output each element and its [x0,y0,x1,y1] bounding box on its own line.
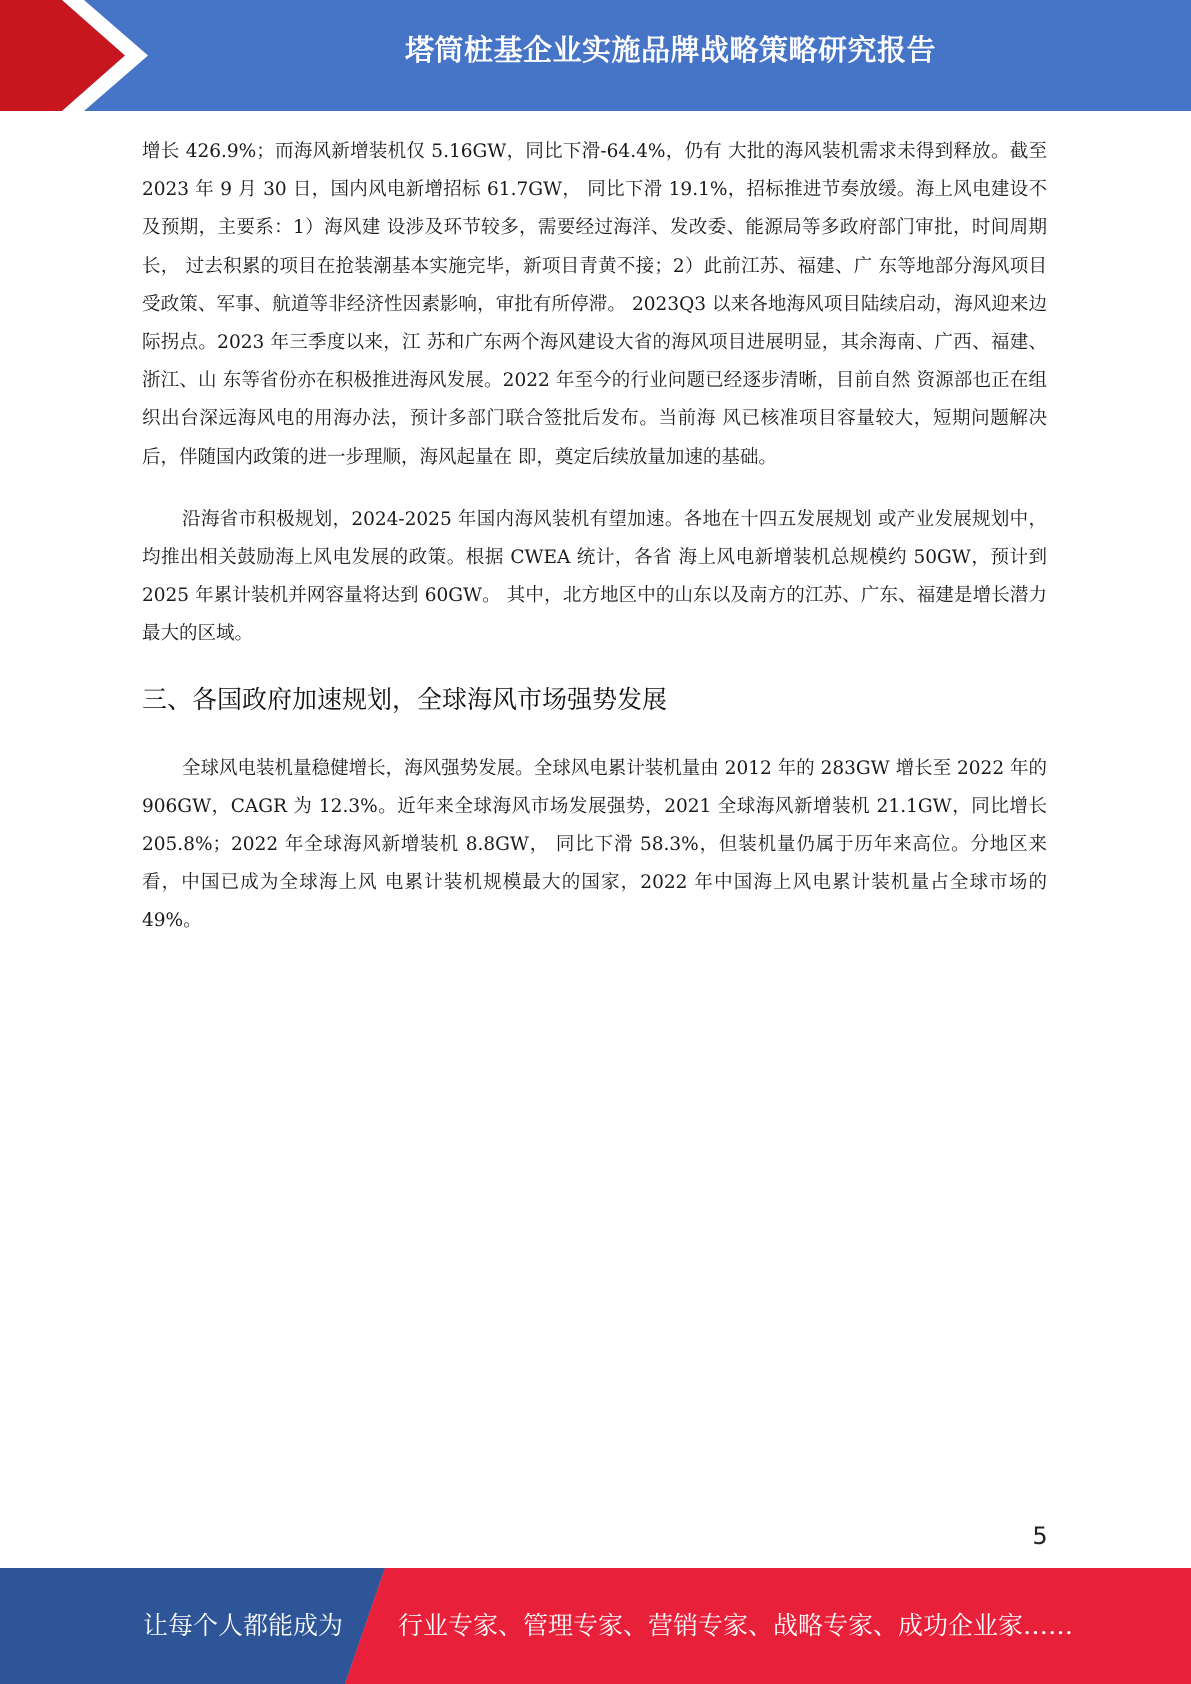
page-header [0,0,1191,111]
paragraph-offshore-wind-status: 增长 426.9%；而海风新增装机仅 5.16GW，同比下滑-64.4%，仍有 大批的海风装机需求未得到释放。截至 2023 年 9 月 30 日，国内风电新增招标 61.7GW， 同比下滑 19.1%，招标推进节奏放缓。海上风电建设不及预期，主要系：1）海风建 设涉及环节较多，需要经过海洋、发改委、能源局等多政府部门审批，时间周期长， 过去积累的项目在抢装潮基本实施完毕，新项目青黄不接；2）此前江苏、福建、广 东等地部分海风项目受政策、军事、航道等非经济性因素影响，审批有所停滞。 2023Q3 以来各地海风项目陆续启动，海风迎来边际拐点。2023 年三季度以来，江 苏和广东两个海风建设大省的海风项目进展明显，其余海南、广西、福建、浙江、山 东等省份亦在积极推进海风发展。2022 年至今的行业问题已经逐步清晰，目前自然 资源部也正在组织出台深远海风电的用海办法，预计多部门联合签批后发布。当前海 风已核准项目容量较大，短期问题解决后，伴随国内政策的进一步理顺，海风起量在 即，奠定后续放量加速的基础。 [142,141,1047,468]
footer-slogan-left: 让每个人都能成为 [143,1611,344,1640]
section-heading: 三、各国政府加速规划，全球海风市场强势发展 [142,684,668,714]
document-body [142,133,1047,941]
paragraph-global-wind-growth: 全球风电装机量稳健增长，海风强势发展。全球风电累计装机量由 2012 年的 283GW 增长至 2022 年的 906GW，CAGR 为 12.3%。近年来全球海风市场发展强势，2021 全球海风新增装机 21.1GW，同比增长 205.8%；2022 年全球海风新增装机 8.8GW， 同比下滑 58.3%，但装机量仍属于历年来高位。分地区来看，中国已成为全球海上风 电累计装机规模最大的国家，2022 年中国海上风电累计装机量占全球市场的 49%。 [142,757,1047,932]
page-footer [0,1568,1191,1684]
report-title: 塔筒桩基企业实施品牌战略策略研究报告 [404,33,936,67]
page-number: 5 [1032,1522,1048,1550]
footer-slogan-right: 行业专家、管理专家、营销专家、战略专家、成功企业家…… [398,1611,1074,1640]
paragraph-coastal-planning: 沿海省市积极规划，2024-2025 年国内海风装机有望加速。各地在十四五发展规划 或产业发展规划中，均推出相关鼓励海上风电发展的政策。根据 CWEA 统计，各省 海上风电新增装机总规模约 50GW，预计到 2025 年累计装机并网容量将达到 60GW。 其中，北方地区中的山东以及南方的江苏、广东、福建是增长潜力最大的区域。 [142,508,1047,645]
header-chevron-decoration [0,0,160,111]
